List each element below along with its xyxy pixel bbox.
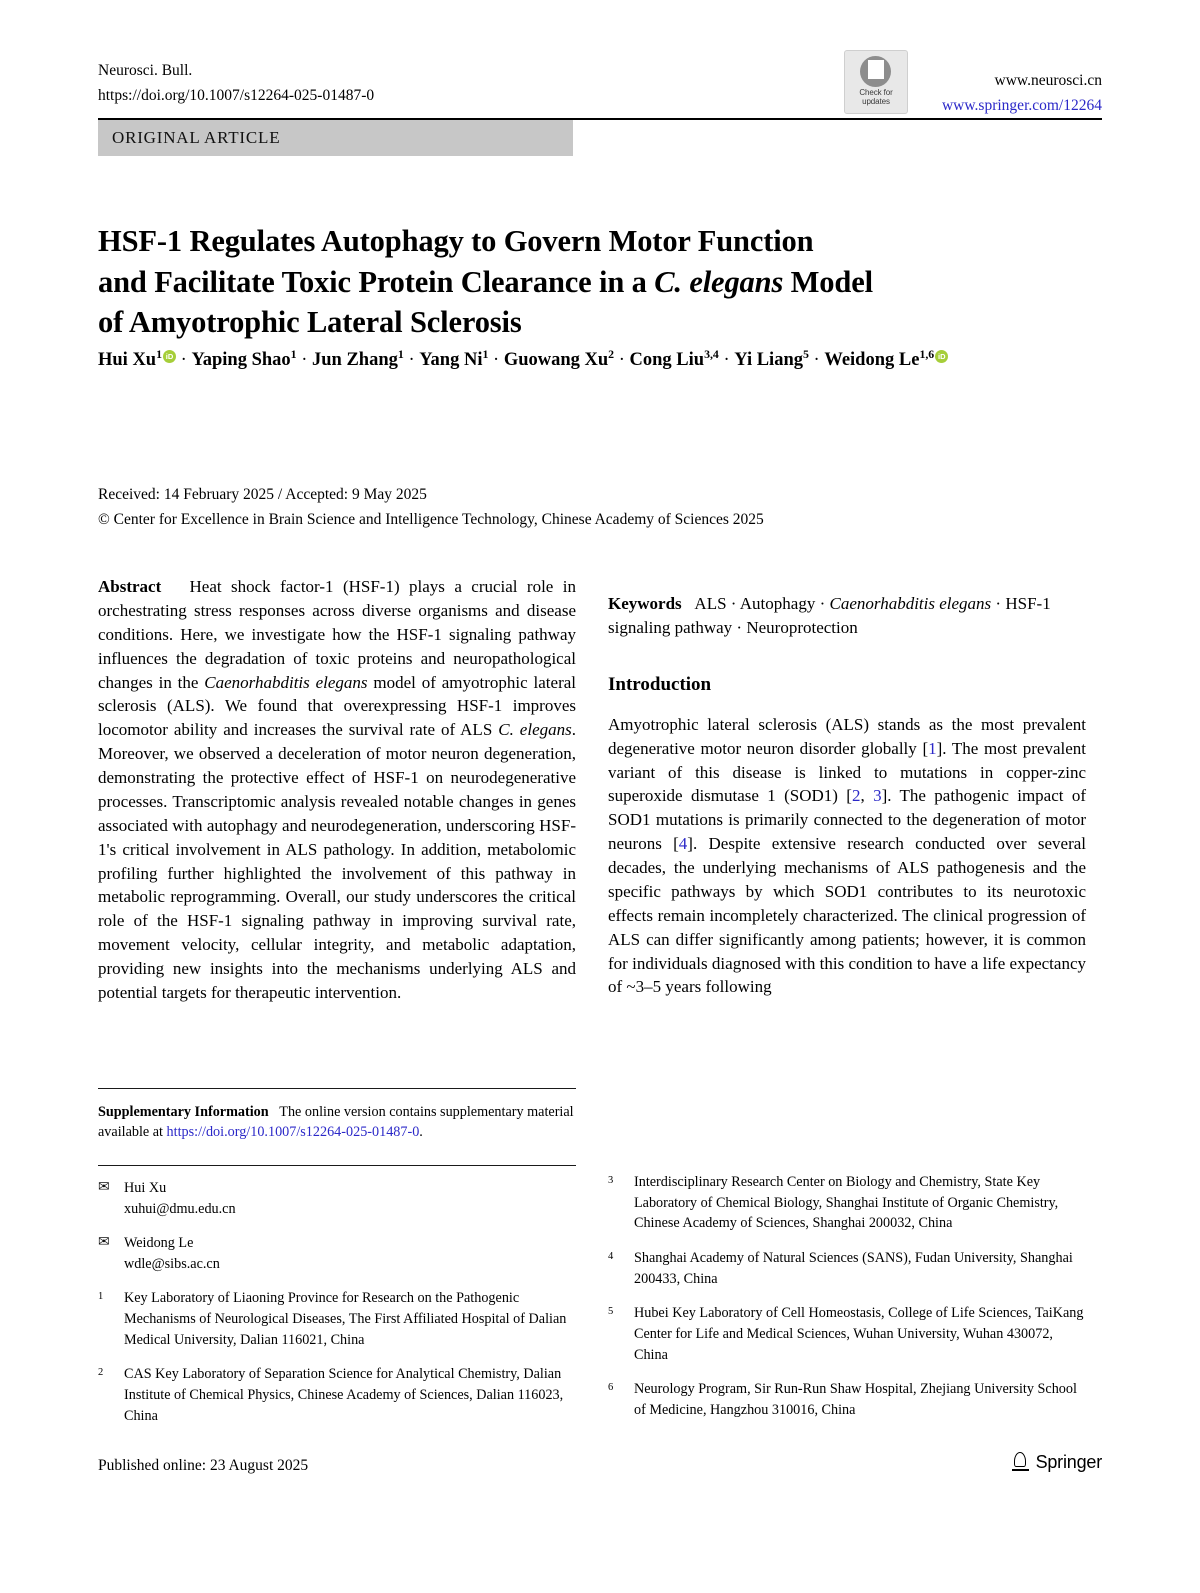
springer-wordmark: Springer [1035,1452,1102,1472]
check-for-updates-badge[interactable] [844,50,908,114]
affiliation-text: Shanghai Academy of Natural Sciences (SANS), Fudan University, Shanghai 200433, China [634,1249,1073,1287]
publication-dates [98,482,998,532]
title-line-2a: and Facilitate Toxic Protein Clearance in a [98,264,655,299]
affiliation-entry [608,1248,1086,1289]
intro-text-d: ]. The pathogenic impact of SOD1 mutations is primarily connected to the degeneration of motor neurons [ [608,786,1087,854]
springer-journal-url[interactable]: www.springer.com/12264 [941,97,1102,115]
section-heading-introduction: Introduction [608,673,712,695]
affiliation-number: 6 [608,1382,614,1394]
author-entry [503,347,615,371]
author-separator: · [296,350,313,371]
author-name: Yang Ni [419,350,483,371]
corresponding-author-name: Weidong Le [124,1235,194,1252]
springer-logo [1012,1452,1102,1473]
introduction-paragraph-1 [608,713,1086,1000]
author-affiliation-marker: 1 [482,347,489,361]
corresponding-author-name: Hui Xu [124,1179,167,1196]
author-name: Hui Xu [98,350,157,371]
received-accepted-line: Received: 14 February 2025 / Accepted: 9 May 2025 [98,486,427,503]
author-name: Yaping Shao [191,350,291,371]
affiliation-number: 1 [98,1291,104,1303]
author-name: Cong Liu [629,350,705,371]
supplementary-text: The online version contains supplementary material available at [98,1104,574,1141]
affiliation-text: Hubei Key Laboratory of Cell Homeostasis, College of Life Sciences, TaiKang Center for Life and Medical Sciences, Wuhan University, Wuhan 430072, China [634,1305,1084,1363]
keyword-item[interactable]: HSF-1 signaling pathway [608,594,1051,637]
citation-3[interactable]: 3 [873,786,882,806]
envelope-icon: ✉ [98,1179,110,1195]
right-footnote-block [608,1172,1086,1435]
correspondence-block [98,1178,576,1274]
journal-urls [942,50,1102,118]
crossmark-icon [860,56,891,87]
author-entry [419,347,489,371]
keyword-item[interactable]: Caenorhabditis elegans [829,594,992,613]
affiliation-number: 3 [608,1175,614,1186]
intro-text-a: Amyotrophic lateral sclerosis (ALS) stands as the most prevalent degenerative motor neuron disorder globally [ [608,714,1086,758]
header-right-block [844,50,1102,118]
correspondence-entry [98,1178,576,1219]
orcid-icon[interactable] [163,350,176,363]
page-title [98,221,968,342]
author-entry [824,347,948,371]
corresponding-author-email[interactable]: xuhui@dmu.edu.cn [124,1200,236,1217]
article-type-label: ORIGINAL ARTICLE [112,128,281,147]
affiliation-text: Neurology Program, Sir Run-Run Shaw Hospital, Zhejiang University School of Medicine, Hangzhou 310016, China [634,1381,1077,1418]
author-name: Guowang Xu [503,350,609,371]
copyright-line: © Center for Excellence in Brain Science and Intelligence Technology, Chinese Academy of Sciences 2025 [98,511,764,529]
supplementary-divider [98,1088,576,1089]
affiliation-entry [608,1303,1086,1365]
abstract-text-part1: Heat shock factor-1 (HSF-1) plays a crucial role in orchestrating stress responses across diverse organisms and disease conditions. Here, we investigate how the HSF-1 signaling pathway influences the degradation of toxic proteins and neuropathological changes in the [98,577,576,692]
journal-doi[interactable]: https://doi.org/10.1007/s12264-025-01487-0 [98,87,375,105]
author-separator: · [403,350,420,371]
author-affiliation-marker: 1 [397,347,404,361]
abstract-italic-2: C. elegans [498,720,572,740]
keyword-separator: · [732,617,747,637]
left-footnote-block [98,1088,576,1440]
supplementary-label: Supplementary Information [98,1104,269,1121]
affiliation-number: 2 [98,1367,104,1379]
keyword-separator: · [726,594,740,613]
keywords-label: Keywords [608,594,682,613]
keyword-item[interactable]: Neuroprotection [746,617,858,637]
abstract-paragraph [98,575,576,1005]
correspondence-entry [98,1233,576,1274]
author-affiliation-marker: 5 [803,347,809,361]
intro-text-e: ]. Despite extensive research conducted over several decades, the underlying mechanisms of ALS pathogenesis and the specific pathways by which SOD1 contributes to its neurotoxic effects remain incompletely characterized. The clinical progression of ALS can differ significantly among patients; however, it is common for individuals diagnosed with this condition to have a life expectancy of ~3–5 years following [608,834,1086,997]
supplementary-doi-link[interactable]: https://doi.org/10.1007/s12264-025-01487-0 [166,1124,420,1141]
author-separator: · [488,350,504,371]
author-separator: · [614,350,630,371]
affiliations-left [98,1288,576,1426]
author-separator: · [808,350,825,371]
author-separator: · [176,350,192,371]
abstract-italic-1: Caenorhabditis elegans [204,672,368,692]
orcid-icon[interactable] [935,350,948,363]
author-name: Weidong Le [824,350,920,371]
title-line-2b: Model [783,264,873,299]
affiliation-entry [98,1364,576,1426]
correspondence-details [124,1233,576,1274]
correspondence-details [124,1178,576,1219]
author-name: Jun Zhang [312,350,398,371]
author-affiliation-marker: 2 [608,347,615,361]
author-entry [98,347,176,371]
affiliation-number: 4 [608,1250,614,1262]
author-list [98,345,978,374]
supplementary-information [98,1102,576,1142]
intro-text-b: ]. The most prevalent variant of this disease is linked to mutations in copper-zinc superoxide dismutase 1 (SOD1) [ [608,738,1086,806]
left-column [98,558,576,1022]
check-updates-label: Check for updates [859,88,893,106]
article-type-band [98,120,573,156]
abstract-text-part3: . Moreover, we observed a deceleration of motor neuron degeneration, demonstrating the protective effect of HSF-1 on neurodegenerative processes. Transcriptomic analysis revealed notable changes in genes associated with autophagy and neurodegeneration, underscoring HSF-1's critical involvement in ALS pathology. In addition, metabolomic profiling further highlighted the involvement of this pathway in metabolic reprogramming. Overall, our study underscores the critical role of the HSF-1 signaling pathway in improving survival rate, movement velocity, cellular integrity, and metabolic adaptation, providing new insights into the mechanisms underlying ALS and potential targets for therapeutic intervention. [98,720,576,1002]
affiliation-text: CAS Key Laboratory of Separation Science for Analytical Chemistry, Dalian Institute of Chemical Physics, Chinese Academy of Sciences, Dalian 116023, China [124,1366,564,1424]
keyword-separator: · [991,594,1006,613]
abstract-text-part2: model of amyotrophic lateral sclerosis (ALS). We found that overexpressing HSF-1 improves locomotor ability and increases the survival rate of ALS [98,672,576,740]
keywords-block [608,592,1086,640]
author-affiliation-marker: 1 [156,347,163,361]
affiliation-number: 5 [608,1306,614,1318]
title-line-1: HSF-1 Regulates Autophagy to Govern Motor Function [98,224,814,259]
springer-horse-icon [1012,1452,1029,1473]
correspondence-divider [98,1165,576,1166]
affiliations-right [608,1172,1086,1421]
citation-2[interactable]: 2 [851,786,861,806]
author-entry [312,347,404,371]
author-entry [629,347,719,371]
affiliation-text: Key Laboratory of Liaoning Province for Research on the Pathogenic Mechanisms of Neurological Diseases, The First Affiliated Hospital of Dalian Medical University, Dalian 116021, China [124,1290,567,1348]
journal-website-url[interactable]: www.neurosci.cn [994,72,1102,89]
author-separator: · [718,350,735,371]
journal-identification [98,58,374,108]
right-column [608,558,1086,1016]
author-affiliation-marker: 1 [290,347,297,361]
citation-1[interactable]: 1 [928,738,937,758]
journal-name: Neurosci. Bull. [98,62,193,79]
affiliation-entry [608,1172,1086,1234]
author-affiliation-marker: 3,4 [704,347,719,361]
keyword-item[interactable]: ALS [694,594,727,613]
author-entry [734,347,809,371]
author-entry [191,347,297,371]
author-name: Yi Liang [734,350,803,371]
citation-4[interactable]: 4 [678,834,688,854]
keyword-separator: · [815,594,830,613]
affiliation-text: Interdisciplinary Research Center on Biology and Chemistry, State Key Laboratory of Chemical Biology, Shanghai Institute of Organic Chemistry, Chinese Academy of Sciences, Shanghai 200032, China [634,1174,1059,1232]
affiliation-entry [98,1288,576,1350]
envelope-icon: ✉ [98,1235,110,1251]
corresponding-author-email[interactable]: wdle@sibs.ac.cn [124,1255,220,1272]
abstract-label: Abstract [98,577,162,596]
title-species-italic: C. elegans [654,264,784,299]
intro-text-c: , [860,786,874,806]
supplementary-period: . [419,1124,423,1141]
affiliation-entry [608,1379,1086,1420]
published-online-date: Published online: 23 August 2025 [98,1457,309,1474]
title-line-3: of Amyotrophic Lateral Sclerosis [98,305,522,340]
keyword-item[interactable]: Autophagy [739,594,816,613]
author-affiliation-marker: 1,6 [919,347,935,361]
